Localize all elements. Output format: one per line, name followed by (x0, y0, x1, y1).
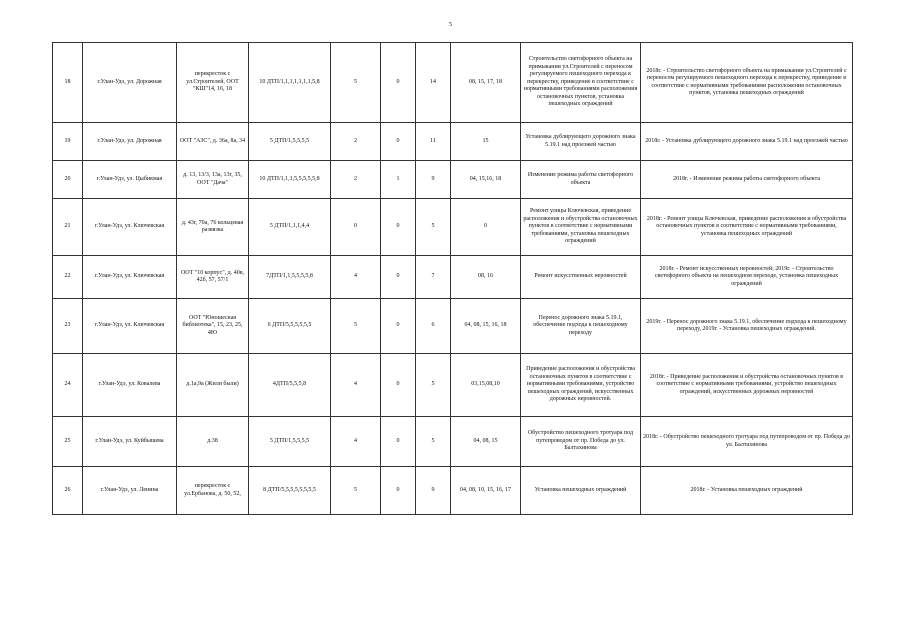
count-cell: 5 (416, 354, 451, 417)
measure-cell: Ремонт улицы Ключевская, приведение расположения и обустройства остановочных пунктов в соответствие с нормативными требованиями, установка пешеходных ограждений (521, 199, 641, 256)
count-cell: 0 (381, 123, 416, 161)
dtp-cell: 10 ДТП/1,1,1,1,1,1,1,5,8 (249, 43, 331, 123)
row-number: 23 (53, 299, 83, 354)
causes-cell: 04, 08, 10, 15, 16, 17 (451, 467, 521, 515)
row-number: 19 (53, 123, 83, 161)
row-number: 21 (53, 199, 83, 256)
causes-cell: 04, 08, 15, 16, 18 (451, 299, 521, 354)
count-cell: 2 (331, 123, 381, 161)
dtp-cell: 7ДТП/1,1,5,5,5,5,8 (249, 256, 331, 299)
section-cell: д.38 (177, 417, 249, 467)
causes-cell: 03,15,08,10 (451, 354, 521, 417)
street-cell: г.Улан-Удэ, ул. Ключевская (83, 199, 177, 256)
table-row (53, 123, 853, 161)
table-row (53, 467, 853, 515)
measure-cell: Приведение расположения и обустройства остановочных пунктов в соответствие с нормативными требованиями, устройство пешеходных ограждений, искусственных дорожных неровностей. (521, 354, 641, 417)
plan-cell: 2018г. - Изменение режима работы светофорного объекта (641, 161, 853, 199)
count-cell: 0 (381, 354, 416, 417)
count-cell: 11 (416, 123, 451, 161)
section-cell: д. 13, 13/3, 13а, 13г, 35, ООТ "Дача" (177, 161, 249, 199)
causes-cell: 15 (451, 123, 521, 161)
plan-cell: 2018г. - Обустройство пешеходного тротуара под путепроводом от пр. Победа до ул. Балтахинова (641, 417, 853, 467)
count-cell: 14 (416, 43, 451, 123)
count-cell: 5 (331, 299, 381, 354)
dtp-cell: 6 ДТП/5,5,5,5,5,5 (249, 299, 331, 354)
count-cell: 9 (416, 161, 451, 199)
count-cell: 0 (381, 417, 416, 467)
count-cell: 0 (381, 43, 416, 123)
count-cell: 6 (416, 299, 451, 354)
count-cell: 7 (416, 256, 451, 299)
causes-cell: 0 (451, 199, 521, 256)
count-cell: 0 (381, 467, 416, 515)
measure-cell: Ремонт искусственных неровностей (521, 256, 641, 299)
count-cell: 5 (416, 417, 451, 467)
plan-cell: 2018г. - Ремонт улицы Ключевская, приведение расположения и обустройства остановочных пунктов в соответствие с нормативными требованиями, установка пешеходных ограждений (641, 199, 853, 256)
accident-sites-table (52, 42, 853, 515)
street-cell: г.Улан-Удэ, ул. Ленина (83, 467, 177, 515)
table-row (53, 417, 853, 467)
plan-cell: 2018г. - Установка пешеходных ограждений (641, 467, 853, 515)
plan-cell: 2018г. - Приведение расположения и обустройства остановочных пунктов в соответствие с нормативными требованиями, устройство пешеходных ограждений, искусственных дорожных неровностей (641, 354, 853, 417)
street-cell: г.Улан-Удэ, ул. Дорожная (83, 43, 177, 123)
count-cell: 2 (331, 161, 381, 199)
table-row (53, 43, 853, 123)
table-row (53, 354, 853, 417)
section-cell: ООТ "10 корпус", д. 40в, 42б, 57, 57/1 (177, 256, 249, 299)
table-row (53, 256, 853, 299)
plan-cell: 2018г. - Строительство светофорного объекта на примыкании ул.Строителей с переносом регулируемого пешеходного перехода к перекрестку, приведение в соответствие с нормативными требованиями расположения остановочных пунктов, установка пешеходных ограждений (641, 43, 853, 123)
count-cell: 5 (331, 43, 381, 123)
count-cell: 5 (331, 467, 381, 515)
section-cell: ООТ "АЗС", д. 36а, 8а, 34 (177, 123, 249, 161)
dtp-cell: 8 ДТП/5,5,5,5,5,5,5,5 (249, 467, 331, 515)
section-cell: перекресток с ул.Строителей, ООТ "КШ"14, 16, 18 (177, 43, 249, 123)
count-cell: 0 (381, 199, 416, 256)
measure-cell: Изменение режима работы светофорного объекта (521, 161, 641, 199)
count-cell: 5 (416, 199, 451, 256)
dtp-cell: 5 ДТП/1,5,5,5,5 (249, 123, 331, 161)
plan-cell: 2018г. - Установка дублирующего дорожного знака 5.19.1 над проезжей частью (641, 123, 853, 161)
measure-cell: Перенос дорожного знака 5.19.1, обеспечение подхода к пешеходному переходу (521, 299, 641, 354)
count-cell: 0 (381, 256, 416, 299)
count-cell: 1 (381, 161, 416, 199)
street-cell: г.Улан-Удэ, ул. Цыбикмая (83, 161, 177, 199)
dtp-cell: 10 ДТП/1,1,1,5,5,5,5,5,8 (249, 161, 331, 199)
section-cell: д.1а,9а (Жили были) (177, 354, 249, 417)
section-cell: ООТ "Юношеская библиотека", 15, 23, 25, 4Ю (177, 299, 249, 354)
row-number: 26 (53, 467, 83, 515)
row-number: 24 (53, 354, 83, 417)
count-cell: 0 (331, 199, 381, 256)
causes-cell: 08, 15, 17, 18 (451, 43, 521, 123)
causes-cell: 08, 16 (451, 256, 521, 299)
dtp-cell: 4ДТП/5,5,5,8 (249, 354, 331, 417)
table-row (53, 299, 853, 354)
dtp-cell: 5 ДТП/1,1,1,4,4 (249, 199, 331, 256)
street-cell: г.Улан-Удэ, ул. Ключевская (83, 299, 177, 354)
row-number: 20 (53, 161, 83, 199)
street-cell: г.Улан-Удэ, ул. Куйбышева (83, 417, 177, 467)
measure-cell: Обустройство пешеходного тротуара под путепроводом от пр. Победа до ул. Балтахинова (521, 417, 641, 467)
measure-cell: Строительство светофорного объекта на примыкании ул.Строителей с переносом регулируемого пешеходного перехода к перекрестку, приведение в соответствие с нормативными требованиями расположения остановочных пунктов, установка пешеходных ограждений (521, 43, 641, 123)
row-number: 25 (53, 417, 83, 467)
measure-cell: Установка пешеходных ограждений (521, 467, 641, 515)
count-cell: 0 (381, 299, 416, 354)
street-cell: г.Улан-Удэ, ул. Ключевская (83, 256, 177, 299)
row-number: 22 (53, 256, 83, 299)
plan-cell: 2019г. - Перенос дорожного знака 5.19.1, обеспечение подхода к пешеходному переходу, 2019г. - Установка пешеходных ограждений. (641, 299, 853, 354)
section-cell: д. 43г, 70а, 76 кольцевая развязка (177, 199, 249, 256)
count-cell: 4 (331, 417, 381, 467)
count-cell: 4 (331, 354, 381, 417)
dtp-cell: 5 ДТП/1,5,5,5,5 (249, 417, 331, 467)
street-cell: г.Улан-Удэ, ул. Дорожная (83, 123, 177, 161)
table-row (53, 161, 853, 199)
count-cell: 9 (416, 467, 451, 515)
street-cell: г.Улан-Удэ, ул. Ковалева (83, 354, 177, 417)
count-cell: 4 (331, 256, 381, 299)
section-cell: перекресток с ул.Ербанова, д. 50, 52, (177, 467, 249, 515)
measure-cell: Установка дублирующего дорожного знака 5.19.1 над проезжей частью (521, 123, 641, 161)
page-number: 5 (449, 22, 452, 28)
row-number: 18 (53, 43, 83, 123)
causes-cell: 04, 08, 15 (451, 417, 521, 467)
causes-cell: 04, 15,16, 18 (451, 161, 521, 199)
plan-cell: 2018г. - Ремонт искусственных неровностей; 2019г. - Строительство светофорного объекта на пешеходном переходе, установка пешеходных ограждений (641, 256, 853, 299)
table-row (53, 199, 853, 256)
